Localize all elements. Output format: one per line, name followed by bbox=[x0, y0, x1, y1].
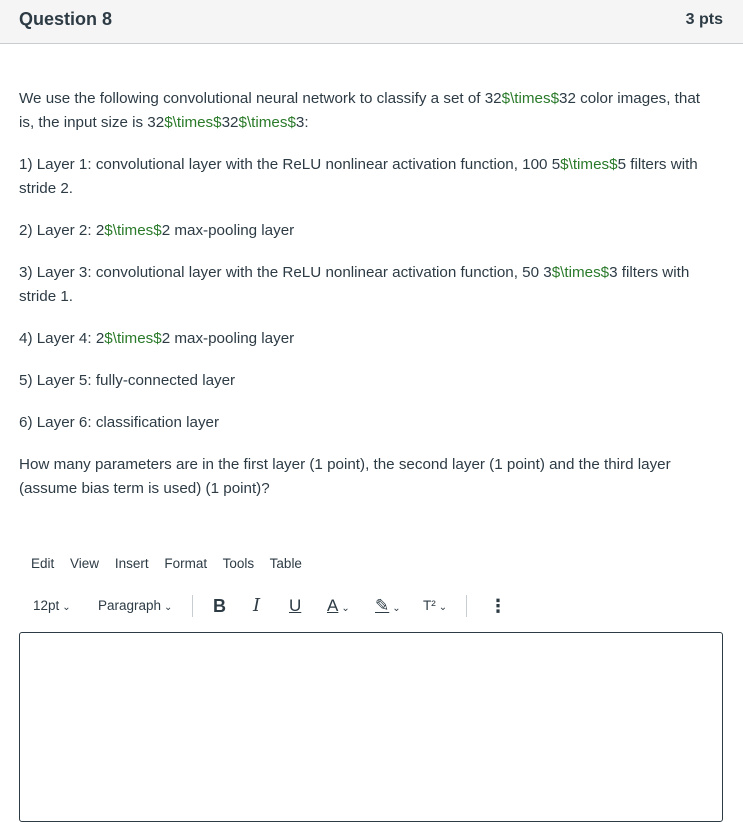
menu-edit[interactable]: Edit bbox=[31, 556, 55, 571]
question-text bbox=[19, 87, 719, 519]
question-header bbox=[0, 0, 743, 44]
italic-button[interactable]: I bbox=[253, 595, 261, 616]
answer-editor[interactable] bbox=[19, 632, 723, 822]
menu-format[interactable]: Format bbox=[164, 556, 208, 571]
layer4-paragraph: 4) Layer 4: 2$\times$2 max-pooling layer bbox=[19, 330, 295, 347]
menu-insert[interactable]: Insert bbox=[114, 556, 149, 571]
text-color-icon: A bbox=[327, 596, 339, 615]
chevron-down-icon: ⌄ bbox=[392, 603, 401, 614]
block-format-dropdown[interactable]: Paragraph ⌄ bbox=[98, 598, 173, 613]
question-points: 3 pts bbox=[685, 11, 723, 28]
more-options-icon[interactable]: ⋮ bbox=[489, 596, 507, 616]
layer5-paragraph: 5) Layer 5: fully-connected layer bbox=[19, 372, 236, 389]
question-title: Question 8 bbox=[19, 9, 113, 29]
layer3-paragraph: 3) Layer 3: convolutional layer with the ReLU nonlinear activation function, 50 3$\times$3 filters with stride 1. bbox=[19, 264, 690, 305]
editor-toolbar bbox=[33, 593, 533, 619]
underline-button[interactable]: U bbox=[289, 596, 302, 615]
font-size-dropdown[interactable]: 12pt ⌄ bbox=[33, 598, 71, 613]
layer6-paragraph: 6) Layer 6: classification layer bbox=[19, 414, 220, 431]
prompt-paragraph: How many parameters are in the first layer (1 point), the second layer (1 point) and the third layer (assume bias term is used) (1 point)? bbox=[19, 456, 671, 497]
menu-table[interactable]: Table bbox=[269, 556, 302, 571]
bold-button[interactable]: B bbox=[213, 596, 226, 616]
chevron-down-icon: ⌄ bbox=[164, 602, 173, 613]
superscript-button[interactable] bbox=[423, 593, 447, 621]
toolbar-divider bbox=[192, 595, 193, 617]
text-color-button[interactable] bbox=[327, 593, 350, 622]
highlighter-icon: ✎ bbox=[375, 596, 390, 615]
editor-menubar bbox=[31, 556, 314, 571]
superscript-icon: T² bbox=[423, 598, 436, 613]
chevron-down-icon: ⌄ bbox=[62, 602, 71, 613]
intro-paragraph: We use the following convolutional neural network to classify a set of 32$\times$32 color images, that is, the input size is 32$\times$32$\times$3: bbox=[19, 90, 701, 131]
chevron-down-icon: ⌄ bbox=[438, 602, 448, 613]
highlight-color-button[interactable] bbox=[375, 593, 401, 622]
menu-view[interactable]: View bbox=[70, 556, 100, 571]
menu-tools[interactable]: Tools bbox=[222, 556, 255, 571]
layer1-paragraph: 1) Layer 1: convolutional layer with the ReLU nonlinear activation function, 100 5$\times$5 filters with stride 2. bbox=[19, 156, 698, 197]
layer2-paragraph: 2) Layer 2: 2$\times$2 max-pooling layer bbox=[19, 222, 295, 239]
chevron-down-icon: ⌄ bbox=[341, 603, 350, 614]
toolbar-divider bbox=[466, 595, 467, 617]
